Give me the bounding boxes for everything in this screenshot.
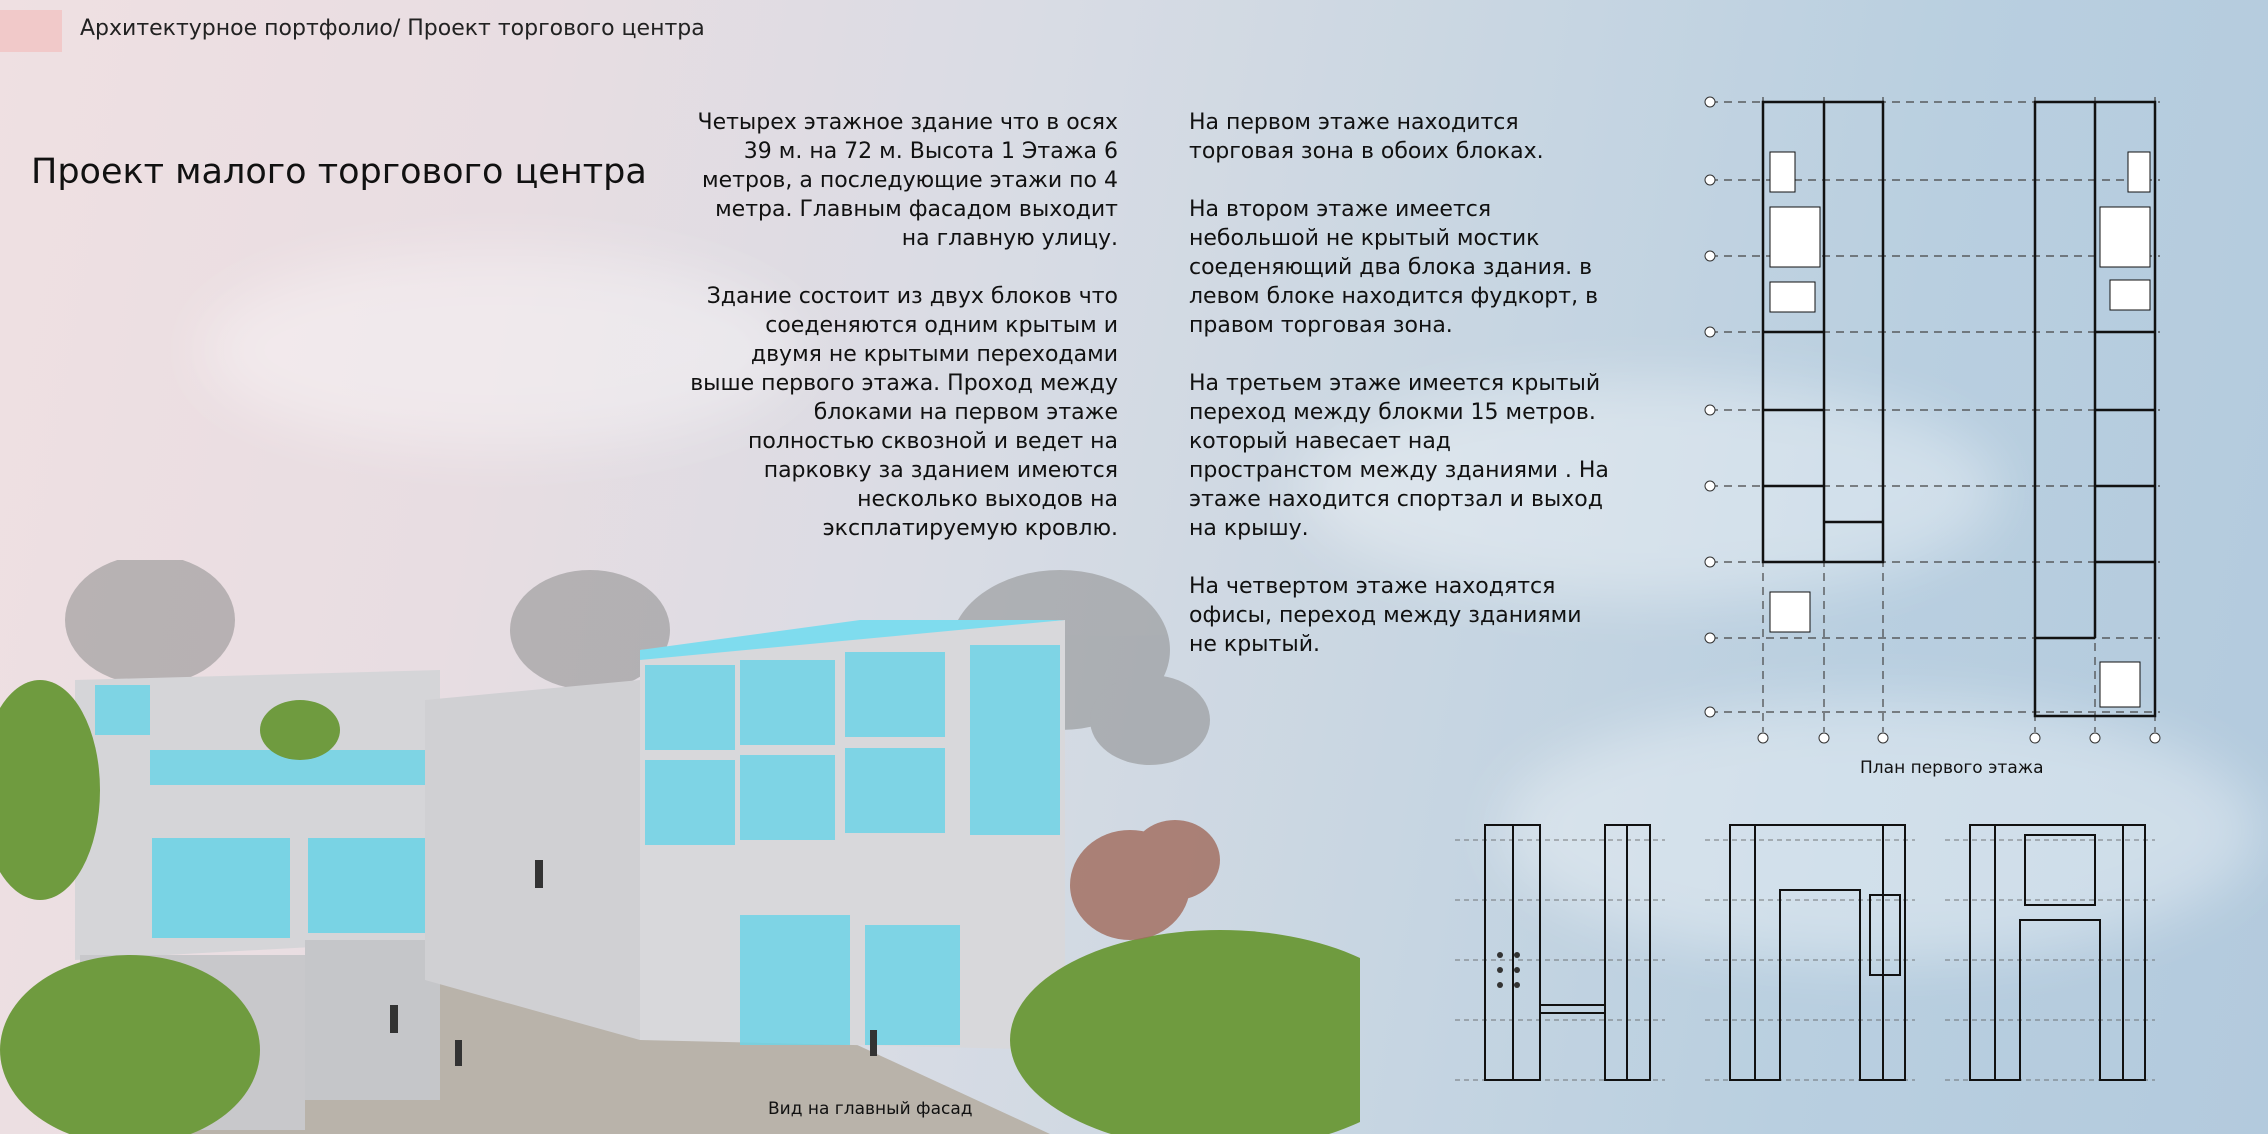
header-color-swatch: [0, 10, 62, 52]
description-paragraph: На третьем этаже имеется крытый переход между блокми 15 метров. который навесает над пространстом между зданиями . На этаже находится спортзал и выход на крышу.: [1189, 371, 1609, 541]
third-floor-plan: [1705, 820, 1915, 1090]
first-floor-plan: [1700, 92, 2170, 752]
middle-block: [425, 680, 640, 1040]
breadcrumb: Архитектурное портфолио/ Проект торгового центра: [80, 16, 705, 41]
plan-caption: План первого этажа: [1860, 758, 2044, 778]
right-block: [640, 620, 1065, 1050]
fourth-floor-plan: [1945, 820, 2155, 1090]
description-paragraph: Четырех этажное здание что в осях 39 м. на 72 м. Высота 1 Этажа 6 метров, а последующие этажи по 4 метра. Главным фасадом выходит на главную улицу.: [697, 110, 1118, 251]
description-paragraph: На первом этаже находится торговая зона в обоих блоках.: [1189, 110, 1544, 164]
second-floor-plan: [1455, 820, 1665, 1090]
description-paragraph: Здание состоит из двух блоков что соеденяются одним крытым и двумя не крытыми переходами выше первого этажа. Проход между блоками на первом этаже полностью сквозной и ведет на парковку за зданием имеются несколько выходов на эксплатируемую кровлю.: [690, 284, 1118, 541]
render-caption: Вид на главный фасад: [768, 1099, 973, 1119]
description-paragraph: На втором этаже имеется небольшой не крытый мостик соеденяющий два блока здания. в левом блоке находится фудкорт, в правом торговая зона.: [1189, 197, 1599, 338]
description-paragraph: На четвертом этаже находятся офисы, переход между зданиями не крытый.: [1189, 574, 1582, 657]
building-render: [0, 560, 1360, 1134]
page-title: Проект малого торгового центра: [31, 152, 647, 192]
description-left: [690, 108, 1118, 572]
